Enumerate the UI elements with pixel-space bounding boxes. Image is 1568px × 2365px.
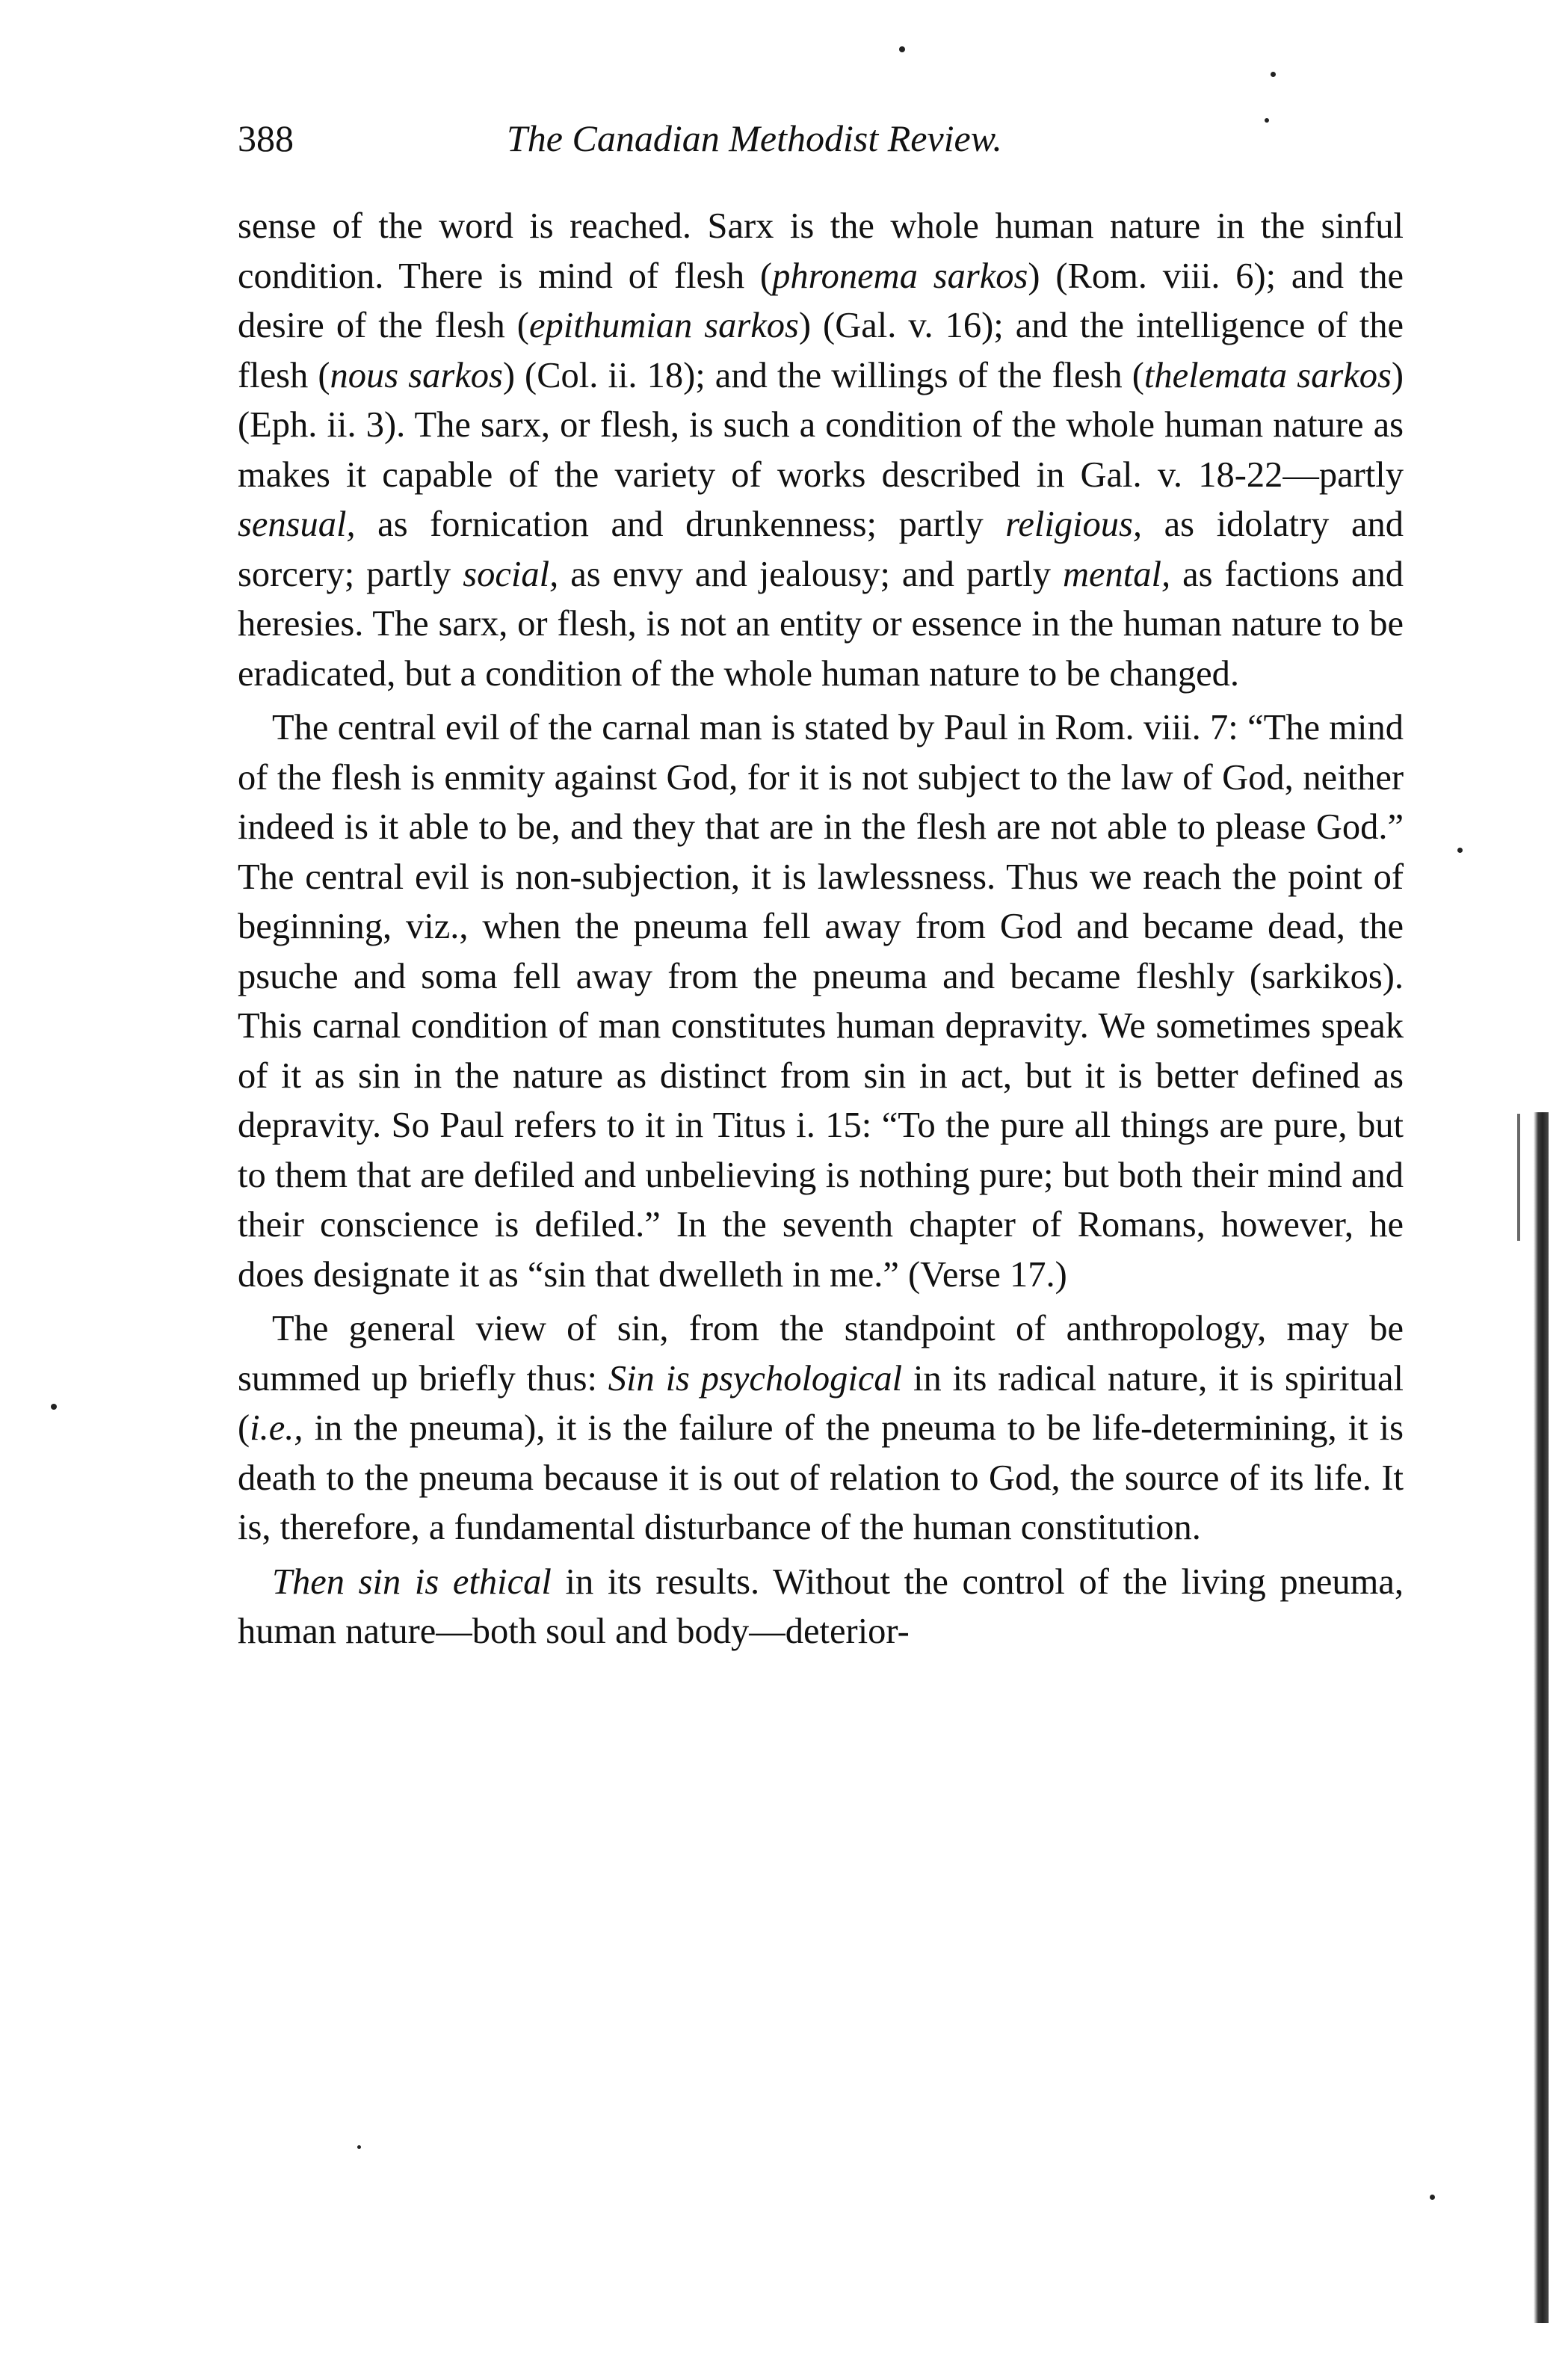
text-run: as envy and jealousy; and partly (558, 554, 1063, 594)
scan-speck (51, 1404, 57, 1410)
paragraph (238, 703, 1404, 1300)
paragraph (238, 1304, 1404, 1553)
italic-text: religious, (1005, 505, 1143, 544)
text-run: as idolatry and sorcery; partly (238, 505, 1404, 594)
scan-speck (357, 2145, 361, 2149)
scan-speck (899, 46, 905, 52)
page-number: 388 (238, 117, 294, 159)
scan-edge-shadow (1534, 1112, 1549, 2323)
text-run: ) (Col. ii. 18); and the willings of the flesh ( (502, 355, 1144, 395)
italic-text: sensual, (238, 505, 356, 544)
text-run: ) (Rom. viii. 6); and the desire of the flesh ( (238, 256, 1404, 345)
italic-text: mental, (1062, 554, 1171, 594)
text-run: in its radical nature, it is spiritual ( (238, 1358, 1404, 1448)
text-run: as factions and heresies. The sarx, or flesh, is not an entity or essence in the human nature to be eradicated, but a condition of the whole human nature to be changed. (238, 554, 1404, 694)
text-run: as fornication and drunkenness; partly (355, 505, 1006, 544)
italic-text: i.e., (250, 1408, 303, 1448)
italic-text: phronema sarkos (772, 256, 1028, 296)
scan-speck (1430, 2195, 1435, 2200)
italic-text: Sin is psychological (608, 1358, 903, 1399)
text-run: The central evil of the carnal man is stated by Paul in Rom. viii. 7: “The mind of the flesh is enmity against God, for it is not subject to the law of God, neither indeed is it able to be, and they that are in the flesh are not able to please God.” The central evil is non-subjection, it is lawlessness. Thus we reach the point of beginning, viz., when the pneuma fell away from God and became dead, the psuche and soma fell away from the pneuma and became fleshly (sarkikos). This carnal condition of man constitutes human depravity. We sometimes speak of it as sin in the nature as distinct from sin in act, but it is better defined as depravity. So Paul refers to it in Titus i. 15: “To the pure all things are pure, but to them that are defiled and unbelieving is nothing pure; but both their mind and their conscience is defiled.” In the seventh chapter of Romans, however, he does designate it as “sin that dwelleth in me.” (Verse 17.) (238, 708, 1404, 1295)
scan-speck (1265, 118, 1269, 123)
paragraph (238, 202, 1404, 699)
italic-text: Then sin is ethical (272, 1561, 552, 1602)
body-text (238, 202, 1404, 1657)
italic-text: social, (463, 554, 559, 594)
scan-speck (1457, 848, 1463, 853)
running-title: The Canadian Methodist Review. (507, 117, 1002, 159)
page-header (238, 112, 1404, 164)
italic-text: nous sarkos (330, 355, 503, 395)
paragraph (238, 1558, 1404, 1657)
italic-text: epithumian sarkos (528, 306, 799, 345)
text-run: The general view of sin, from the standpoint of anthropology, may be summed up briefly thus: (238, 1309, 1404, 1399)
text-run: ) (Gal. v. 16); and the intelligence of the flesh ( (238, 306, 1404, 395)
text-run: sense of the word is reached. Sarx is the whole human nature in the sinful condition. There is mind of flesh ( (238, 206, 1404, 296)
text-run: in the pneuma), it is the failure of the pneuma to be life-determining, it is death to the pneuma because it is out of relation to God, the source of its life. It is, therefore, a fundamental disturbance of the human constitution. (238, 1408, 1404, 1547)
text-run: in its results. Without the control of the living pneuma, human nature—both soul and body—deterior- (238, 1561, 1404, 1651)
italic-text: thelemata sarkos (1143, 355, 1392, 395)
scan-speck (1271, 72, 1276, 77)
scan-edge-line (1517, 1114, 1520, 1241)
text-run: ) (Eph. ii. 3). The sarx, or flesh, is such a condition of the whole human nature as makes it capable of the variety of works described in Gal. v. 18-22—partly (238, 355, 1404, 495)
